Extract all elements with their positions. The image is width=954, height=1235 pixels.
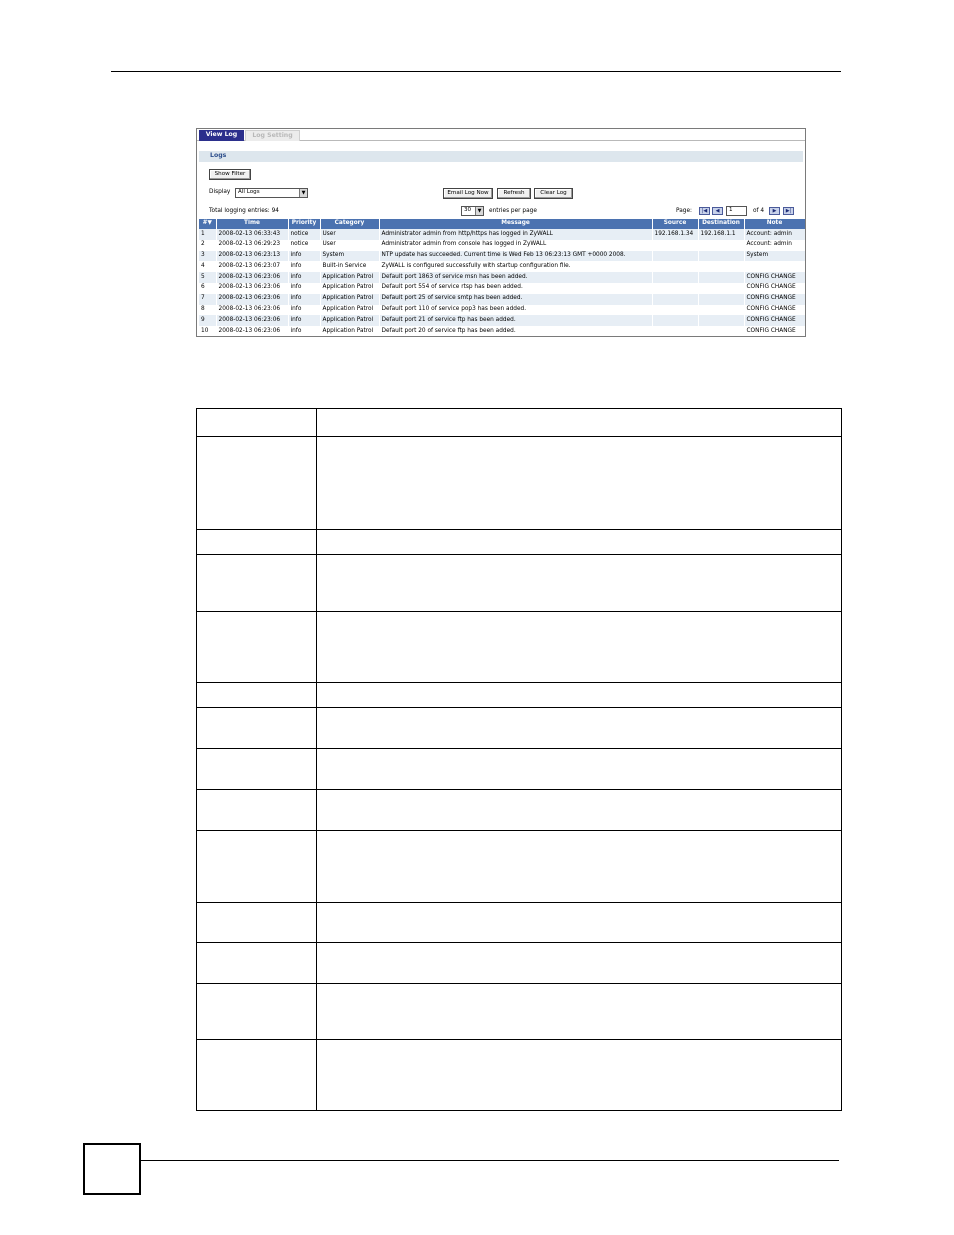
table-cell: Default port 1863 of service msn has been added. xyxy=(379,272,652,283)
chevron-down-icon: ▼ xyxy=(299,189,307,197)
view-log-screenshot xyxy=(196,128,806,337)
table-cell xyxy=(652,326,698,337)
entries-per-page-value: 30 xyxy=(464,207,472,213)
logs-section-title: Logs xyxy=(199,151,803,162)
tab-bar xyxy=(197,129,805,141)
description-cell xyxy=(197,437,317,530)
table-cell: notice xyxy=(288,240,320,251)
column-header-message[interactable]: Message xyxy=(379,219,652,229)
log-table-header xyxy=(199,219,805,229)
description-cell xyxy=(197,530,317,555)
table-cell: Default port 20 of service ftp has been added. xyxy=(379,326,652,337)
display-select[interactable] xyxy=(235,188,308,198)
column-header-source[interactable]: Source xyxy=(652,219,698,229)
chevron-down-icon: ▼ xyxy=(475,207,483,215)
table-cell xyxy=(652,305,698,316)
table-cell: 4 xyxy=(199,261,216,272)
email-log-now-button[interactable]: Email Log Now xyxy=(443,188,493,199)
table-cell: info xyxy=(288,251,320,262)
description-cell xyxy=(197,903,317,943)
table-cell: Default port 110 of service pop3 has been added. xyxy=(379,305,652,316)
table-cell: info xyxy=(288,315,320,326)
table-cell xyxy=(698,305,744,316)
table-cell: CONFIG CHANGE xyxy=(744,294,805,305)
table-cell xyxy=(744,261,805,272)
description-row xyxy=(197,831,842,903)
table-cell xyxy=(652,251,698,262)
display-label: Display xyxy=(209,189,231,195)
table-cell xyxy=(698,261,744,272)
entries-per-page-label: entries per page xyxy=(489,208,537,214)
description-cell xyxy=(317,530,842,555)
table-row xyxy=(199,305,805,316)
description-cell xyxy=(317,437,842,530)
table-cell: Administrator admin from http/https has logged in ZyWALL xyxy=(379,229,652,240)
table-cell: Application Patrol xyxy=(320,294,379,305)
description-cell xyxy=(317,790,842,831)
page-label: Page: xyxy=(676,208,692,214)
description-row xyxy=(197,749,842,790)
table-cell: Built-in Service xyxy=(320,261,379,272)
table-cell: System xyxy=(320,251,379,262)
table-cell: Account: admin xyxy=(744,240,805,251)
table-cell: 2008-02-13 06:23:06 xyxy=(216,326,288,337)
table-cell: 2008-02-13 06:23:06 xyxy=(216,283,288,294)
description-cell xyxy=(197,409,317,437)
page-number-input[interactable]: 1 xyxy=(726,206,747,216)
table-row xyxy=(199,283,805,294)
table-cell: 2008-02-13 06:33:43 xyxy=(216,229,288,240)
table-row xyxy=(199,326,805,337)
table-cell: 2008-02-13 06:23:06 xyxy=(216,272,288,283)
table-cell: 192.168.1.1 xyxy=(698,229,744,240)
description-cell xyxy=(197,683,317,708)
description-row xyxy=(197,683,842,708)
table-cell: 3 xyxy=(199,251,216,262)
column-header-destination[interactable]: Destination xyxy=(698,219,744,229)
table-cell: Account: admin xyxy=(744,229,805,240)
table-cell xyxy=(652,283,698,294)
description-cell xyxy=(317,1040,842,1111)
table-cell xyxy=(698,240,744,251)
table-cell: info xyxy=(288,272,320,283)
table-cell: 7 xyxy=(199,294,216,305)
table-cell xyxy=(698,315,744,326)
description-cell xyxy=(317,903,842,943)
table-cell: 9 xyxy=(199,315,216,326)
log-table xyxy=(199,219,806,337)
description-table xyxy=(196,408,842,1111)
table-row xyxy=(199,261,805,272)
description-row xyxy=(197,943,842,984)
table-cell xyxy=(652,240,698,251)
description-cell xyxy=(197,555,317,612)
table-cell: Application Patrol xyxy=(320,272,379,283)
description-cell xyxy=(197,708,317,749)
header-rule xyxy=(111,71,841,72)
table-cell: ZyWALL is configured successfully with startup configuration file. xyxy=(379,261,652,272)
table-cell: Application Patrol xyxy=(320,283,379,294)
total-entries-text: Total logging entries: 94 xyxy=(209,208,279,214)
table-cell: 2008-02-13 06:23:06 xyxy=(216,294,288,305)
column-header-number[interactable]: #▼ xyxy=(199,219,216,229)
table-cell: 2008-02-13 06:29:23 xyxy=(216,240,288,251)
clear-log-button[interactable]: Clear Log xyxy=(534,188,573,199)
table-cell: 10 xyxy=(199,326,216,337)
table-cell: Application Patrol xyxy=(320,326,379,337)
table-cell: CONFIG CHANGE xyxy=(744,326,805,337)
table-row xyxy=(199,229,805,240)
description-row xyxy=(197,903,842,943)
description-cell xyxy=(317,708,842,749)
table-cell: Administrator admin from console has logged in ZyWALL xyxy=(379,240,652,251)
table-cell: Default port 554 of service rtsp has been added. xyxy=(379,283,652,294)
table-cell xyxy=(698,283,744,294)
description-cell xyxy=(197,831,317,903)
table-row xyxy=(199,315,805,326)
entries-per-page-select[interactable] xyxy=(461,206,484,216)
description-cell xyxy=(317,555,842,612)
next-page-icon[interactable]: ▶ xyxy=(769,207,780,215)
table-cell: 192.168.1.34 xyxy=(652,229,698,240)
description-cell xyxy=(317,683,842,708)
last-page-icon[interactable]: ▶| xyxy=(783,207,794,215)
table-cell: Default port 25 of service smtp has been added. xyxy=(379,294,652,305)
page-number-box xyxy=(83,1143,141,1195)
description-cell xyxy=(197,612,317,683)
column-header-category[interactable]: Category xyxy=(320,219,379,229)
table-cell: CONFIG CHANGE xyxy=(744,305,805,316)
description-cell xyxy=(317,749,842,790)
table-cell: Application Patrol xyxy=(320,315,379,326)
description-cell xyxy=(317,984,842,1040)
description-row xyxy=(197,1040,842,1111)
table-cell: 6 xyxy=(199,283,216,294)
table-cell: 2008-02-13 06:23:06 xyxy=(216,315,288,326)
description-cell xyxy=(317,409,842,437)
table-cell xyxy=(698,326,744,337)
show-filter-button[interactable]: Show Filter xyxy=(209,169,251,180)
table-cell: User xyxy=(320,229,379,240)
table-cell: Application Patrol xyxy=(320,305,379,316)
column-header-note[interactable]: Note xyxy=(744,219,805,229)
table-cell: 2008-02-13 06:23:07 xyxy=(216,261,288,272)
table-cell: 5 xyxy=(199,272,216,283)
description-cell xyxy=(197,749,317,790)
description-cell xyxy=(317,831,842,903)
table-cell xyxy=(652,294,698,305)
sort-icon: ▼ xyxy=(207,220,212,227)
description-cell xyxy=(197,1040,317,1111)
column-header-time[interactable]: Time xyxy=(216,219,288,229)
table-row xyxy=(199,294,805,305)
description-row xyxy=(197,530,842,555)
description-cell xyxy=(197,984,317,1040)
table-cell: info xyxy=(288,261,320,272)
display-select-value: All Logs xyxy=(238,189,260,195)
table-cell: CONFIG CHANGE xyxy=(744,283,805,294)
table-cell: 1 xyxy=(199,229,216,240)
table-cell xyxy=(698,294,744,305)
page-count-text: of 4 xyxy=(753,208,765,214)
description-cell xyxy=(197,790,317,831)
description-cell xyxy=(197,943,317,984)
table-cell: CONFIG CHANGE xyxy=(744,315,805,326)
first-page-icon[interactable]: |◀ xyxy=(699,207,710,215)
table-cell xyxy=(652,315,698,326)
description-cell xyxy=(317,943,842,984)
tab-view-log[interactable]: View Log xyxy=(199,130,244,141)
description-row xyxy=(197,555,842,612)
table-cell: 2008-02-13 06:23:06 xyxy=(216,305,288,316)
table-cell xyxy=(698,272,744,283)
description-row xyxy=(197,437,842,530)
table-cell: CONFIG CHANGE xyxy=(744,272,805,283)
table-cell: NTP update has succeeded. Current time is Wed Feb 13 06:23:13 GMT +0000 2008. xyxy=(379,251,652,262)
table-cell: 2 xyxy=(199,240,216,251)
table-cell: Default port 21 of service ftp has been added. xyxy=(379,315,652,326)
refresh-button[interactable]: Refresh xyxy=(497,188,531,199)
table-cell: 2008-02-13 06:23:13 xyxy=(216,251,288,262)
description-row xyxy=(197,612,842,683)
table-cell: info xyxy=(288,326,320,337)
description-row xyxy=(197,984,842,1040)
table-row xyxy=(199,251,805,262)
table-cell xyxy=(652,272,698,283)
table-cell: info xyxy=(288,283,320,294)
table-cell: User xyxy=(320,240,379,251)
description-row xyxy=(197,708,842,749)
table-cell xyxy=(698,251,744,262)
description-cell xyxy=(317,612,842,683)
table-cell: info xyxy=(288,294,320,305)
description-header-row xyxy=(197,409,842,437)
table-cell: System xyxy=(744,251,805,262)
column-header-priority[interactable]: Priority xyxy=(288,219,320,229)
table-cell: 8 xyxy=(199,305,216,316)
table-row xyxy=(199,272,805,283)
footer-rule xyxy=(140,1160,839,1161)
tab-log-setting[interactable]: Log Setting xyxy=(245,130,300,141)
table-cell: notice xyxy=(288,229,320,240)
table-row xyxy=(199,240,805,251)
previous-page-icon[interactable]: ◀ xyxy=(712,207,723,215)
table-cell xyxy=(652,261,698,272)
table-cell: info xyxy=(288,305,320,316)
description-row xyxy=(197,790,842,831)
